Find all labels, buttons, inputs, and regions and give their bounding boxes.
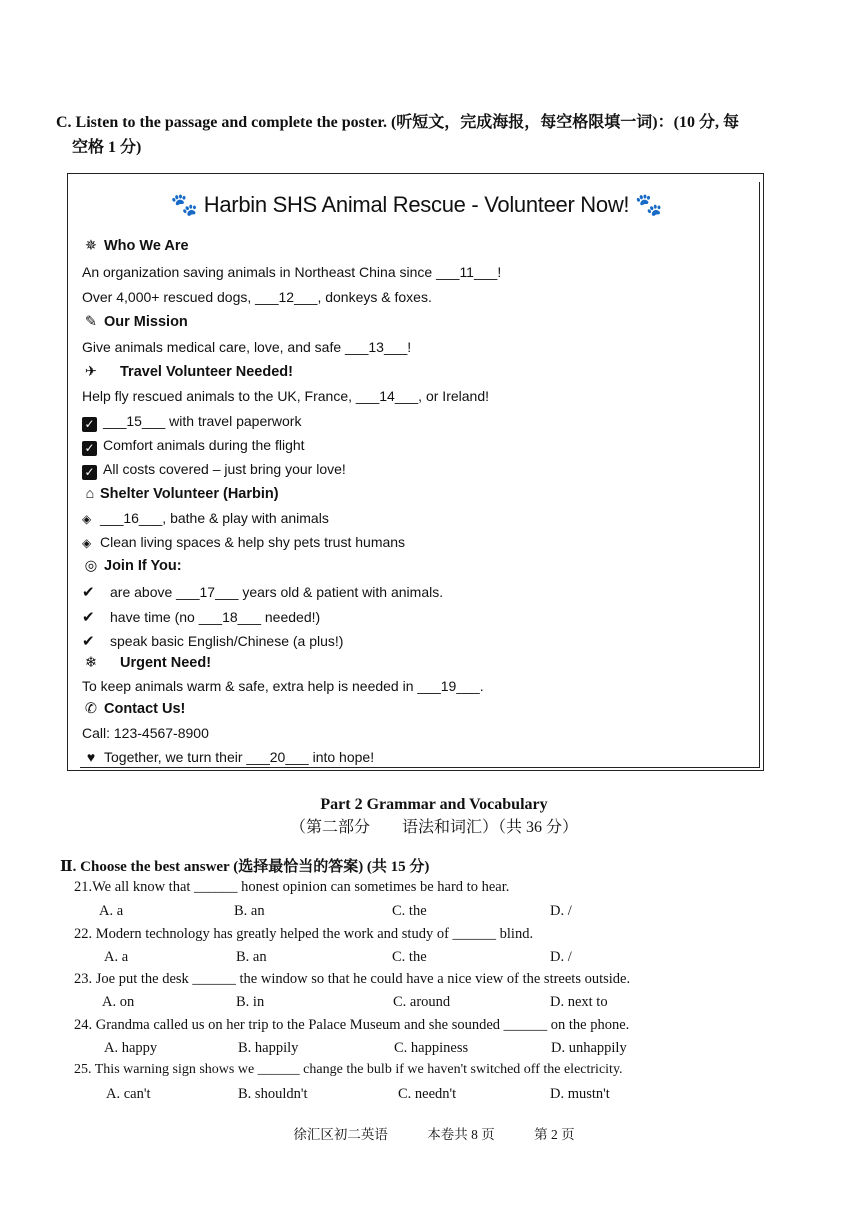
check-icon: ✔ (82, 584, 95, 601)
checkbox-icon: ✓ (82, 417, 97, 432)
travel-heading-text: Travel Volunteer Needed! (120, 364, 293, 380)
option-22-a: A. a (104, 949, 129, 965)
shelter-item-2 (82, 534, 405, 550)
section-c-line2: 空格 1 分) (72, 139, 142, 156)
page-footer (0, 1123, 868, 1143)
option-24-b: B. happily (238, 1040, 299, 1056)
check2-text: Comfort animals during the flight (103, 437, 305, 453)
option-25-b: B. shouldn't (238, 1086, 308, 1102)
snowflake-icon: ❄ (84, 655, 98, 671)
who-heading-text: Who We Are (104, 238, 189, 254)
part2-subtitle: （第二部分 语法和词汇）（共 36 分） (289, 819, 578, 836)
question-21: 21.We all know that ______ honest opinion can sometimes be hard to hear. (74, 879, 510, 895)
footer-page-count: 本卷共 8 页 (427, 1127, 495, 1142)
option-22-b: B. an (236, 949, 267, 965)
option-23-b: B. in (236, 994, 265, 1010)
footer-page-number: 第 2 页 (534, 1127, 575, 1142)
section-ii-heading: Ⅱ. Choose the best answer (选择最恰当的答案) (共 15 分) (60, 859, 430, 875)
join1-text: are above ___17___ years old & patient with animals. (110, 584, 444, 600)
option-24-c: C. happiness (394, 1040, 469, 1056)
mission-heading-text: Our Mission (104, 314, 188, 330)
contact-heading-text: Contact Us! (104, 701, 186, 717)
option-25-d: D. mustn't (550, 1086, 610, 1102)
pin-icon: ✎ (84, 314, 98, 330)
diamond-icon: ◈ (82, 512, 92, 526)
footer-school: 徐汇区初二英语 (293, 1127, 388, 1142)
option-25-c: C. needn't (398, 1086, 457, 1102)
urgent-heading-text: Urgent Need! (120, 655, 212, 671)
join-heading (82, 558, 182, 574)
phone-icon: ✆ (84, 701, 98, 717)
option-21-a: A. a (99, 903, 124, 919)
airplane-icon: ✈ (84, 364, 98, 380)
option-21-c: C. the (392, 903, 427, 919)
check3-text: All costs covered – just bring your love! (103, 461, 346, 477)
option-23-d: D. next to (550, 994, 608, 1010)
question-22: 22. Modern technology has greatly helped the work and study of ______ blind. (74, 926, 534, 942)
shelter-item-1 (82, 510, 329, 526)
option-21-b: B. an (234, 903, 265, 919)
travel-check-1 (82, 413, 301, 432)
option-25-a: A. can't (106, 1086, 151, 1102)
check-icon: ✔ (82, 609, 95, 626)
section-c-instructions (56, 110, 786, 160)
sparkle-icon: ✵ (84, 238, 98, 254)
poster-title-text: Harbin SHS Animal Rescue - Volunteer Now! (203, 192, 630, 217)
option-24-a: A. happy (104, 1040, 158, 1056)
poster (67, 173, 764, 771)
part2-header (0, 794, 868, 840)
who-line-2: Over 4,000+ rescued dogs, ___12___, donkeys & foxes. (82, 289, 432, 305)
question-23: 23. Joe put the desk ______ the window so that he could have a nice view of the streets outside. (74, 971, 631, 987)
check-icon: ✔ (82, 633, 95, 650)
option-22-d: D. / (550, 949, 572, 965)
part2-title: Part 2 Grammar and Vocabulary (320, 796, 548, 813)
join-heading-text: Join If You: (104, 558, 182, 574)
question-25: 25. This warning sign shows we ______ change the bulb if we haven't switched off the electricity. (74, 1062, 623, 1077)
option-23-c: C. around (393, 994, 451, 1010)
question-24: 24. Grandma called us on her trip to the Palace Museum and she sounded ______ on the phone. (74, 1017, 630, 1033)
checkbox-icon: ✓ (82, 441, 97, 456)
shelter-heading (82, 486, 279, 502)
travel-check-2 (82, 437, 305, 456)
option-22-c: C. the (392, 949, 427, 965)
diamond-icon: ◈ (82, 536, 92, 550)
join2-text: have time (no ___18___ needed!) (110, 609, 321, 625)
option-24-d: D. unhappily (551, 1040, 627, 1056)
paw-icon: 🐾 (170, 192, 198, 217)
poster-title (68, 192, 765, 218)
who-line-1: An organization saving animals in Northeast China since ___11___! (82, 264, 502, 280)
join-item-2 (82, 608, 320, 626)
heart-icon: ♥ (86, 749, 96, 765)
contact-line: Call: 123-4567-8900 (82, 725, 209, 741)
join-item-3 (82, 632, 343, 650)
check1-text: ___15___ with travel paperwork (103, 413, 302, 429)
who-we-are-heading (82, 238, 189, 254)
diamond1-text: ___16___, bathe & play with animals (100, 510, 329, 526)
checkbox-icon: ✓ (82, 465, 97, 480)
paw-icon: 🐾 (635, 192, 663, 217)
mission-heading (82, 314, 188, 330)
closing-line (82, 749, 374, 765)
shelter-heading-text: Shelter Volunteer (Harbin) (100, 486, 279, 502)
join-item-1 (82, 583, 443, 601)
travel-heading (82, 364, 293, 380)
target-icon: ◎ (84, 558, 98, 574)
contact-heading (82, 701, 185, 717)
urgent-heading (82, 655, 211, 671)
travel-line: Help fly rescued animals to the UK, France, ___14___, or Ireland! (82, 388, 489, 404)
urgent-line: To keep animals warm & safe, extra help is needed in ___19___. (82, 678, 484, 694)
travel-check-3 (82, 461, 346, 480)
mission-line: Give animals medical care, love, and safe ___13___! (82, 339, 412, 355)
section-c-line1: C. Listen to the passage and complete the poster. (听短文，完成海报，每空格限填一词)：(10 分, 每 (56, 114, 739, 131)
option-23-a: A. on (102, 994, 135, 1010)
diamond2-text: Clean living spaces & help shy pets trust humans (100, 534, 406, 550)
join3-text: speak basic English/Chinese (a plus!) (110, 633, 344, 649)
option-21-d: D. / (550, 903, 572, 919)
house-icon: ⌂ (85, 486, 95, 502)
closing-text: Together, we turn their ___20___ into hope! (104, 749, 375, 765)
